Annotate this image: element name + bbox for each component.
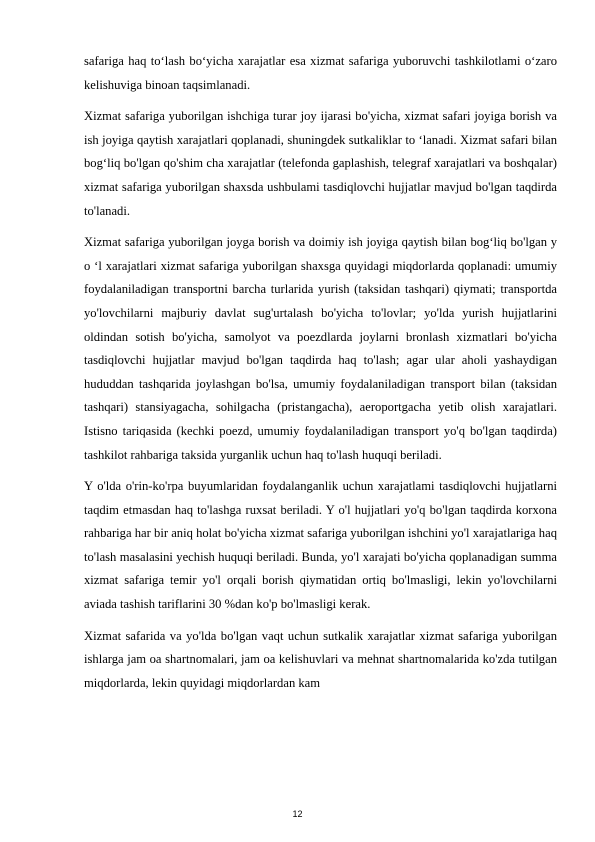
page-number: 12 [292, 809, 303, 819]
paragraph-housing-travel-costs: Xizmat safariga yuborilgan ishchiga turar joy ijarasi bo'yicha, xizmat safari joyiga borish va ish joyiga qaytish xarajatlari qoplanadi, shuningdek sutkaliklar to ‘lanadi. Xizmat safari bilan bog‘liq bo'lgan qo'shim cha xarajatlar (telefonda gaplashish, telegraf xarajatlari va boshqalar) xizmat safariga yuborilgan shaxsda ushbulami tasdiqlovchi hujjatlar mavjud bo'lgan taqdirda to'lanadi. [84, 109, 557, 218]
document-page [84, 50, 557, 703]
paragraph-expense-sharing: safariga haq to‘lash bo‘yicha xarajatlar esa xizmat safariga yuboruvchi tashkilotlami o‘zaro kelishuviga binoan taqsimlanadi. [84, 54, 557, 92]
paragraph-bedding-and-missing-documents: Y o'lda o'rin-ko'rpa buyumlaridan foydalanganlik uchun xarajatlami tasdiqlovchi hujjatlarni taqdim etmasdan haq to'lashga ruxsat beriladi. Y o'l hujjatlari yo'q bo'lgan taqdirda korxona rahbariga har bir aniq holat bo'yicha xizmat safariga yuborilgan ishchini yo'l xarajatlariga haq to'lash masalasini yechish huquqi beriladi. Bunda, yo'l xarajati bo'yicha qoplanadigan summa xizmat safariga temir yo'l orqali borish qiymatidan ortiq bo'lmasligi, lekin yo'lovchilarni aviada tashish tariflarini 30 %dan ko'p bo'lmasligi kerak. [84, 479, 557, 612]
paragraph-daily-allowance: Xizmat safarida va yo'lda bo'lgan vaqt uchun sutkalik xarajatlar xizmat safariga yuborilgan ishlarga jam oa shartnomalari, jam oa kelishuvlari va mehnat shartnomalarida ko'zda tutilgan miqdorlarda, lekin quyidagi miqdorlardan kam [84, 628, 557, 690]
paragraph-travel-reimbursement: Xizmat safariga yuborilgan joyga borish va doimiy ish joyiga qaytish bilan bog‘liq bo'lgan y o ‘l xarajatlari xizmat safariga yuborilgan shaxsga quyidagi miqdorlarda qoplanadi: umumiy foydalaniladigan transportni barcha turlarida yurish (taksidan tashqari) qiymati; transportda yo'lovchilarni majburiy davlat sug'urtalash bo'yicha to'lovlar; yo'lda yurish hujjatlarini oldindan sotish bo'yicha, samolyot va poezdlarda joylarni bronlash xizmatlari bo'yicha tasdiqlovchi hujjatlar mavjud bo'lgan taqdirda haq to'lash; agar ular aholi yashaydigan hududdan tashqarida joylashgan bo'lsa, umumiy foydalaniladigan transport bilan (taksidan tashqari) stansiyagacha, sohilgacha (pristangacha), aeroportgacha yetib olish xarajatlari. Istisno tariqasida (kechki poezd, umumiy foydalaniladigan transport yo'q bo'lgan taqdirda) tashkilot rahbariga taksida yurganlik uchun haq to'lash huquqi beriladi. [84, 235, 557, 462]
